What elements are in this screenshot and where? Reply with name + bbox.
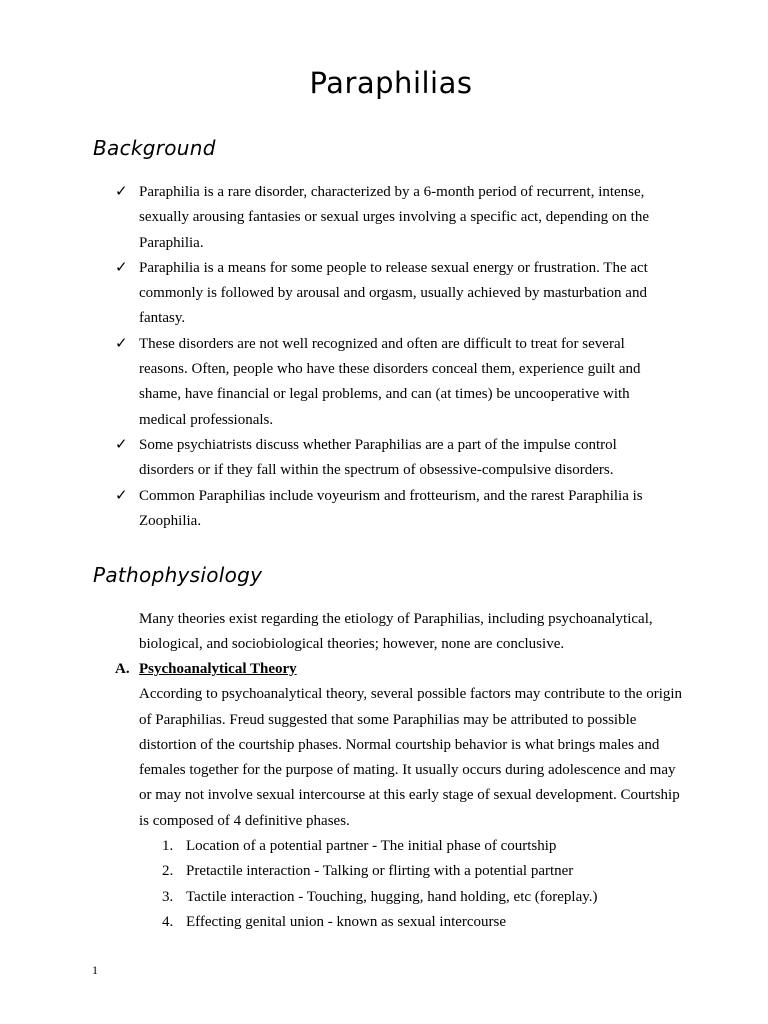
psychoanalytical-theory-section	[115, 657, 695, 935]
phase-text: Tactile interaction - Touching, hugging, hand holding, etc (foreplay.)	[186, 888, 598, 905]
background-checklist	[115, 180, 675, 534]
list-item	[115, 256, 675, 332]
list-item-text: Some psychiatrists discuss whether Paraphilias are a part of the impulse control disorders or if they fall within the spectrum of obsessive-compulsive disorders.	[139, 436, 617, 479]
phase-text: Pretactile interaction - Talking or flirting with a potential partner	[186, 863, 574, 880]
list-item-text: These disorders are not well recognized and often are difficult to treat for several reasons. Often, people who have these disorders conceal them, experience guilt and shame, have financial or legal problems, and can (at times) be uncooperative with medical professionals.	[139, 335, 641, 428]
section-heading: Psychoanalytical Theory	[139, 661, 297, 677]
phase-text: Location of a potential partner - The initial phase of courtship	[186, 838, 557, 855]
list-item	[115, 433, 675, 484]
section-paragraph: According to psychoanalytical theory, several possible factors may contribute to the origin of Paraphilias. Freud suggested that some Paraphilias may be attributed to possible distortion of the courtship phases. Normal courtship behavior is what brings males and females together for the purpose of mating. It usually occurs during adolescence and may or may not involve sexual intercourse at this early stage of sexual development. Courtship is composed of 4 definitive phases.	[139, 686, 683, 829]
pathophysiology-heading: Pathophysiology	[93, 563, 263, 587]
list-item	[115, 180, 675, 256]
page-number: 1	[92, 963, 98, 977]
checkmark-icon: ✓	[115, 184, 128, 200]
phase-number: 1.	[162, 838, 174, 855]
phase-item	[115, 859, 695, 884]
phase-number: 3.	[162, 888, 174, 905]
phase-number: 4.	[162, 913, 174, 930]
list-item	[115, 484, 675, 535]
phase-text: Effecting genital union - known as sexual intercourse	[186, 913, 507, 930]
list-item	[115, 332, 675, 433]
phase-item	[115, 910, 695, 935]
checkmark-icon: ✓	[115, 259, 128, 276]
courtship-phases-list	[115, 834, 695, 935]
section-letter: A.	[115, 661, 130, 677]
background-heading: Background	[93, 136, 216, 160]
checkmark-icon: ✓	[115, 335, 128, 352]
phase-item	[115, 834, 695, 859]
page-title: Paraphilias	[309, 66, 473, 100]
list-item-text: Paraphilia is a rare disorder, characterized by a 6-month period of recurrent, intense, sexually arousing fantasies or sexual urges involving a specific act, depending on the Paraphilia.	[139, 184, 649, 251]
phase-number: 2.	[162, 863, 174, 880]
phase-item	[115, 885, 695, 910]
checkmark-icon: ✓	[115, 487, 128, 504]
checkmark-icon: ✓	[115, 436, 128, 453]
list-item-text: Paraphilia is a means for some people to release sexual energy or frustration. The act commonly is followed by arousal and orgasm, usually achieved by masturbation and fantasy.	[139, 259, 648, 327]
list-item-text: Common Paraphilias include voyeurism and frotteurism, and the rarest Paraphilia is Zoophilia.	[139, 487, 643, 529]
pathophysiology-intro: Many theories exist regarding the etiology of Paraphilias, including psychoanalytical, biological, and sociobiological theories; however, none are conclusive.	[139, 611, 653, 653]
